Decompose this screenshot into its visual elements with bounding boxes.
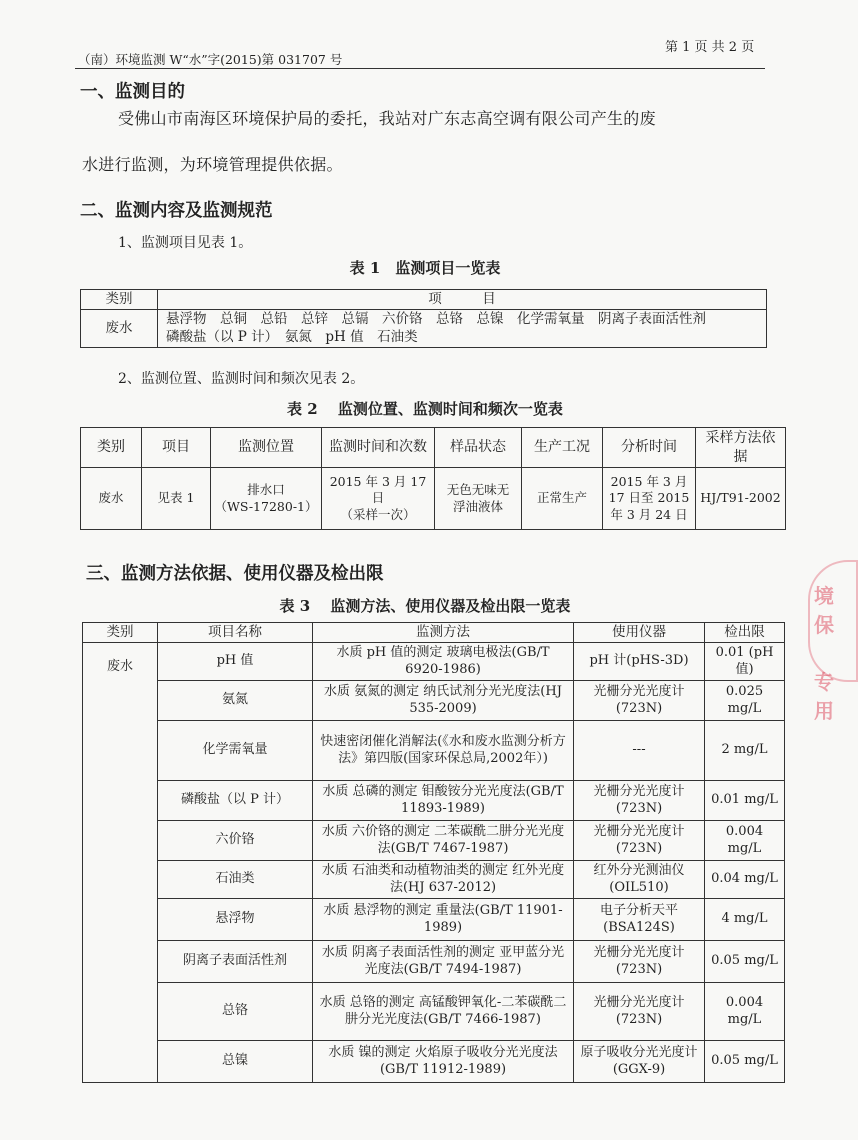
t3-method: 水质 总磷的测定 钼酸铵分光光度法(GB/T 11893-1989) — [313, 781, 574, 821]
t3-name: 总镍 — [158, 1041, 313, 1083]
table-row — [83, 941, 785, 983]
t2-condition: 正常生产 — [522, 468, 603, 530]
t3-name: 六价铬 — [158, 821, 313, 861]
t2-analysis: 2015 年 3 月 17 日至 2015 年 3 月 24 日 — [603, 468, 696, 530]
t2-header-category: 类别 — [81, 428, 142, 468]
t3-limit: 0.004 mg/L — [705, 983, 785, 1041]
t3-instrument: 原子吸收分光光度计(GGX-9) — [574, 1041, 705, 1083]
t2-header-method: 采样方法依据 — [696, 428, 786, 468]
t3-limit: 0.01 mg/L — [705, 781, 785, 821]
section-2-title: 二、监测内容及监测规范 — [80, 201, 273, 221]
t3-name: 化学需氧量 — [158, 721, 313, 781]
t1-header-items: 项 目 — [158, 290, 767, 310]
section-2-item-2: 2、监测位置、监测时间和频次见表 2。 — [118, 371, 365, 387]
table-3-caption: 表 3 监测方法、使用仪器及检出限一览表 — [279, 597, 571, 615]
t3-instrument: pH 计(pHS-3D) — [574, 643, 705, 681]
table-row — [83, 643, 785, 681]
t2-time: 2015 年 3 月 17 日 （采样一次） — [322, 468, 435, 530]
t3-method: 快速密闭催化消解法(《水和废水监测分析方法》第四版(国家环保总局,2002年）) — [313, 721, 574, 781]
section-2-item-1: 1、监测项目见表 1。 — [118, 235, 253, 251]
table-row — [83, 721, 785, 781]
t3-name: pH 值 — [158, 643, 313, 681]
table-row — [83, 681, 785, 721]
t3-method: 水质 总铬的测定 高锰酸钾氧化-二苯碳酰二肼分光光度法(GB/T 7466-1987) — [313, 983, 574, 1041]
t3-instrument: 光栅分光光度计(723N) — [574, 983, 705, 1041]
t3-instrument: 光栅分光光度计(723N) — [574, 681, 705, 721]
t2-sample: 无色无味无 浮油液体 — [435, 468, 522, 530]
t3-instrument: --- — [574, 721, 705, 781]
t3-name: 磷酸盐（以 P 计） — [158, 781, 313, 821]
t3-limit: 0.05 mg/L — [705, 1041, 785, 1083]
t3-limit: 0.05 mg/L — [705, 941, 785, 983]
t3-category: 废水 — [83, 643, 158, 1083]
t3-method: 水质 pH 值的测定 玻璃电极法(GB/T 6920-1986) — [313, 643, 574, 681]
t3-instrument: 光栅分光光度计(723N) — [574, 941, 705, 983]
t3-name: 悬浮物 — [158, 899, 313, 941]
t2-header-analysis: 分析时间 — [603, 428, 696, 468]
seal-text-1: 境保 — [814, 584, 834, 637]
t3-limit: 0.01 (pH 值) — [705, 643, 785, 681]
t3-name: 石油类 — [158, 861, 313, 899]
table-row — [83, 821, 785, 861]
t3-instrument: 红外分光测油仪(OIL510) — [574, 861, 705, 899]
t1-category: 废水 — [81, 310, 158, 348]
t1-items — [158, 310, 767, 348]
t3-header-method: 监测方法 — [313, 623, 574, 643]
table-row — [83, 899, 785, 941]
t3-limit: 0.04 mg/L — [705, 861, 785, 899]
table-row — [83, 1041, 785, 1083]
table-row — [83, 983, 785, 1041]
t3-method: 水质 阴离子表面活性剂的测定 亚甲蓝分光光度法(GB/T 7494-1987) — [313, 941, 574, 983]
t2-method: HJ/T91-2002 — [696, 468, 786, 530]
t2-location: 排水口 （WS-17280-1） — [211, 468, 322, 530]
seal-text-2: 专用 — [814, 670, 834, 723]
table-2-caption: 表 2 监测位置、监测时间和频次一览表 — [287, 400, 563, 418]
t3-header-instrument: 使用仪器 — [574, 623, 705, 643]
t1-items-line-1: 悬浮物 总铜 总铅 总锌 总镉 六价铬 总铬 总镍 化学需氧量 阴离子表面活性剂 — [166, 310, 706, 327]
t3-method: 水质 悬浮物的测定 重量法(GB/T 11901-1989) — [313, 899, 574, 941]
t2-item: 见表 1 — [142, 468, 211, 530]
table-1-caption: 表 1 监测项目一览表 — [349, 259, 501, 277]
t2-header-condition: 生产工况 — [522, 428, 603, 468]
purpose-line-1: 受佛山市南海区环境保护局的委托，我站对广东志高空调有限公司产生的废 — [118, 109, 656, 128]
purpose-line-2: 水进行监测，为环境管理提供依据。 — [82, 155, 343, 174]
t3-limit: 4 mg/L — [705, 899, 785, 941]
t3-name: 氨氮 — [158, 681, 313, 721]
t2-header-time: 监测时间和次数 — [322, 428, 435, 468]
t3-instrument: 电子分析天平(BSA124S) — [574, 899, 705, 941]
t1-items-line-2: 磷酸盐（以 P 计） 氨氮 pH 值 石油类 — [166, 328, 418, 345]
t3-method: 水质 氨氮的测定 纳氏试剂分光光度法(HJ 535-2009) — [313, 681, 574, 721]
t3-limit: 0.004 mg/L — [705, 821, 785, 861]
table-row — [83, 861, 785, 899]
section-3-title: 三、监测方法依据、使用仪器及检出限 — [86, 564, 384, 584]
t3-name: 阴离子表面活性剂 — [158, 941, 313, 983]
table-1 — [80, 289, 767, 348]
t3-header-category: 类别 — [83, 623, 158, 643]
t3-header-name: 项目名称 — [158, 623, 313, 643]
header-rule — [75, 68, 765, 69]
t3-instrument: 光栅分光光度计(723N) — [574, 781, 705, 821]
t3-instrument: 光栅分光光度计(723N) — [574, 821, 705, 861]
t1-header-category: 类别 — [81, 290, 158, 310]
t3-method: 水质 镍的测定 火焰原子吸收分光光度法(GB/T 11912-1989) — [313, 1041, 574, 1083]
t3-limit: 0.025 mg/L — [705, 681, 785, 721]
document-number: （南）环境监测 W“水”字(2015)第 031707 号 — [78, 52, 343, 67]
t3-method: 水质 六价铬的测定 二苯碳酰二肼分光光度法(GB/T 7467-1987) — [313, 821, 574, 861]
table-row — [83, 781, 785, 821]
table-2 — [80, 427, 786, 530]
t2-header-item: 项目 — [142, 428, 211, 468]
t3-header-limit: 检出限 — [705, 623, 785, 643]
t3-name: 总铬 — [158, 983, 313, 1041]
t2-category: 废水 — [81, 468, 142, 530]
t3-method: 水质 石油类和动植物油类的测定 红外光度法(HJ 637-2012) — [313, 861, 574, 899]
t2-header-sample: 样品状态 — [435, 428, 522, 468]
t2-header-location: 监测位置 — [211, 428, 322, 468]
t3-limit: 2 mg/L — [705, 721, 785, 781]
table-3 — [82, 622, 785, 1083]
official-seal — [808, 560, 858, 723]
page-indicator: 第 1 页 共 2 页 — [665, 40, 755, 55]
section-1-title: 一、监测目的 — [80, 82, 185, 102]
